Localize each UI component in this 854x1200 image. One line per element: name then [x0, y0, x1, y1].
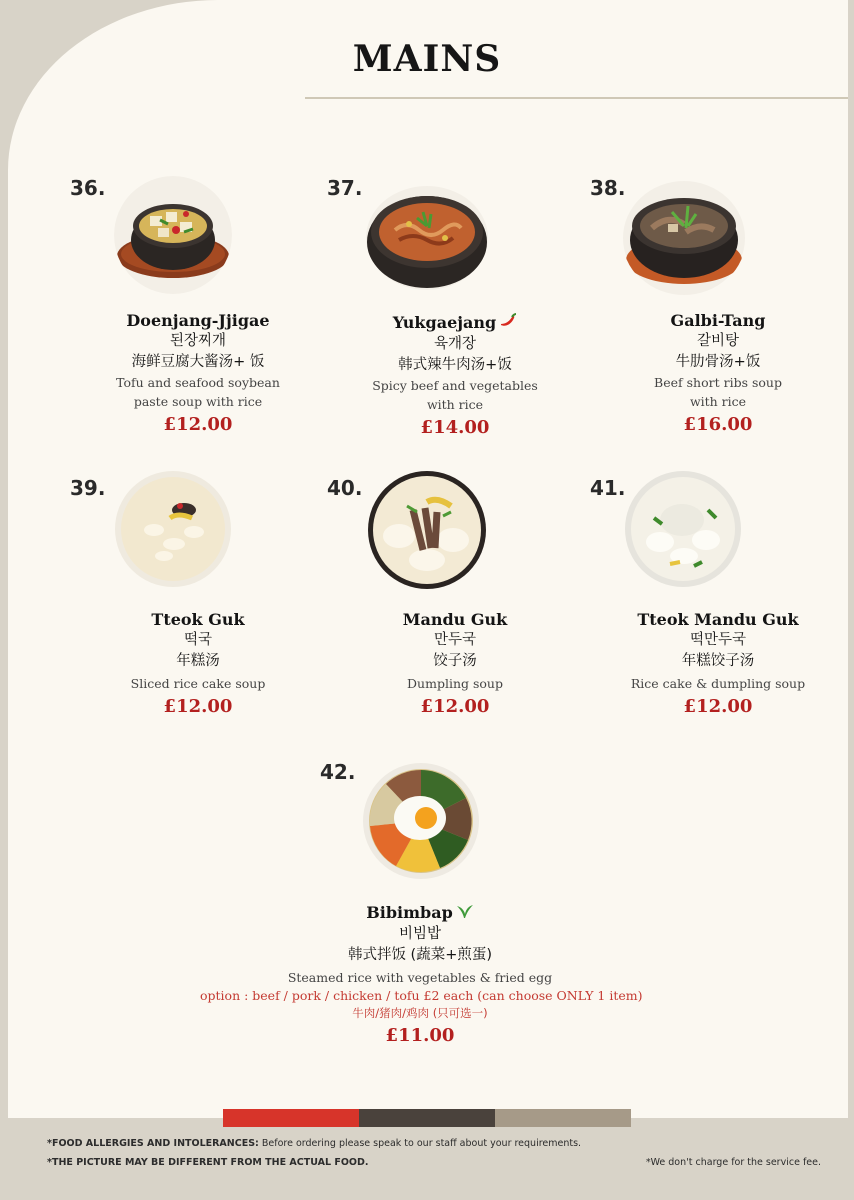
allergy-text: Before ordering please speak to our staff about your requirements.	[258, 1138, 582, 1149]
rice-cake-dumpling-soup-bowl-image	[624, 470, 742, 588]
item-price: £12.00	[163, 696, 233, 717]
item-price: £14.00	[420, 417, 490, 438]
item-price: £12.00	[420, 696, 490, 717]
item-name	[327, 312, 583, 334]
item-description-line: Tofu and seafood soybean	[116, 375, 280, 390]
item-description-line: with rice	[689, 394, 747, 409]
item-name	[200, 902, 640, 924]
item-price: £11.00	[385, 1025, 455, 1046]
item-chinese-name: 年糕饺子汤	[681, 653, 755, 669]
item-description-line: Sliced rice cake soup	[130, 676, 266, 691]
doenjang-stew-pot-image	[114, 176, 232, 294]
title-divider	[305, 97, 848, 99]
item-description-line: paste soup with rice	[133, 394, 263, 409]
item-korean-name: 떡만두국	[689, 632, 747, 648]
item-number: 38.	[590, 176, 626, 200]
rice-cake-soup-bowl-image	[114, 470, 232, 588]
short-rib-soup-pot-image	[622, 178, 746, 296]
chili-icon	[499, 313, 517, 334]
item-korean-name: 만두국	[433, 632, 477, 648]
item-korean-name: 육개장	[433, 336, 477, 352]
bibimbap-bowl-image	[362, 762, 480, 880]
item-price: £12.00	[683, 696, 753, 717]
item-name: Tteok Guk	[151, 610, 245, 629]
color-bar-dark	[359, 1109, 495, 1127]
picture-note-text: *THE PICTURE MAY BE DIFFERENT FROM THE ACTUAL FOOD.	[47, 1157, 369, 1168]
item-chinese-name: 海鲜豆腐大酱汤+ 饭	[131, 354, 265, 370]
item-chinese-name: 年糕汤	[176, 653, 220, 669]
item-number: 42.	[320, 760, 356, 784]
item-description-line: Dumpling soup	[407, 676, 503, 691]
allergy-label: *FOOD ALLERGIES AND INTOLERANCES:	[47, 1138, 259, 1149]
item-korean-name: 갈비탕	[696, 333, 740, 349]
item-chinese-name: 牛肋骨汤+饭	[675, 354, 761, 370]
item-number: 36.	[70, 176, 106, 200]
item-korean-name: 된장찌개	[169, 333, 227, 349]
item-name: Tteok Mandu Guk	[637, 610, 799, 629]
item-description-line: Beef short ribs soup	[654, 375, 782, 390]
dumpling-soup-bowl-image	[367, 470, 487, 590]
item-chinese-name: 韩式拌饭 (蔬菜+煎蛋)	[347, 947, 493, 963]
item-price: £16.00	[683, 414, 753, 435]
item-name: Mandu Guk	[402, 610, 508, 629]
item-name-text: Bibimbap	[366, 903, 453, 922]
item-name: Galbi-Tang	[670, 311, 766, 330]
vegetarian-leaf-icon	[456, 903, 474, 924]
item-description-line: Steamed rice with vegetables & fried egg	[287, 970, 553, 985]
item-name: Doenjang-Jjigae	[126, 311, 270, 330]
spicy-beef-soup-pot-image	[365, 180, 489, 290]
item-number: 40.	[327, 476, 363, 500]
page-title: MAINS	[352, 38, 502, 80]
item-chinese-name: 饺子汤	[433, 653, 477, 669]
picture-note	[47, 1157, 368, 1168]
allergy-note	[47, 1138, 581, 1149]
color-bar-red	[223, 1109, 359, 1127]
item-description-line: Spicy beef and vegetables	[372, 378, 538, 393]
item-number: 41.	[590, 476, 626, 500]
item-description-line: with rice	[426, 397, 484, 412]
item-korean-name: 떡국	[183, 632, 212, 648]
item-number: 37.	[327, 176, 363, 200]
service-fee-note: *We don't charge for the service fee.	[645, 1157, 821, 1168]
item-option-chinese: 牛肉/猪肉/鸡肉 (只可选一)	[352, 1006, 488, 1020]
item-number: 39.	[70, 476, 106, 500]
item-chinese-name: 韩式辣牛肉汤+饭	[398, 357, 512, 373]
item-korean-name: 비빔밥	[398, 926, 442, 942]
item-description-line: Rice cake & dumpling soup	[630, 676, 806, 691]
item-name-text: Yukgaejang	[392, 313, 497, 332]
item-option-text: option : beef / pork / chicken / tofu £2 each (can choose ONLY 1 item)	[200, 988, 643, 1003]
item-price: £12.00	[163, 414, 233, 435]
color-bar-taupe	[495, 1109, 631, 1127]
